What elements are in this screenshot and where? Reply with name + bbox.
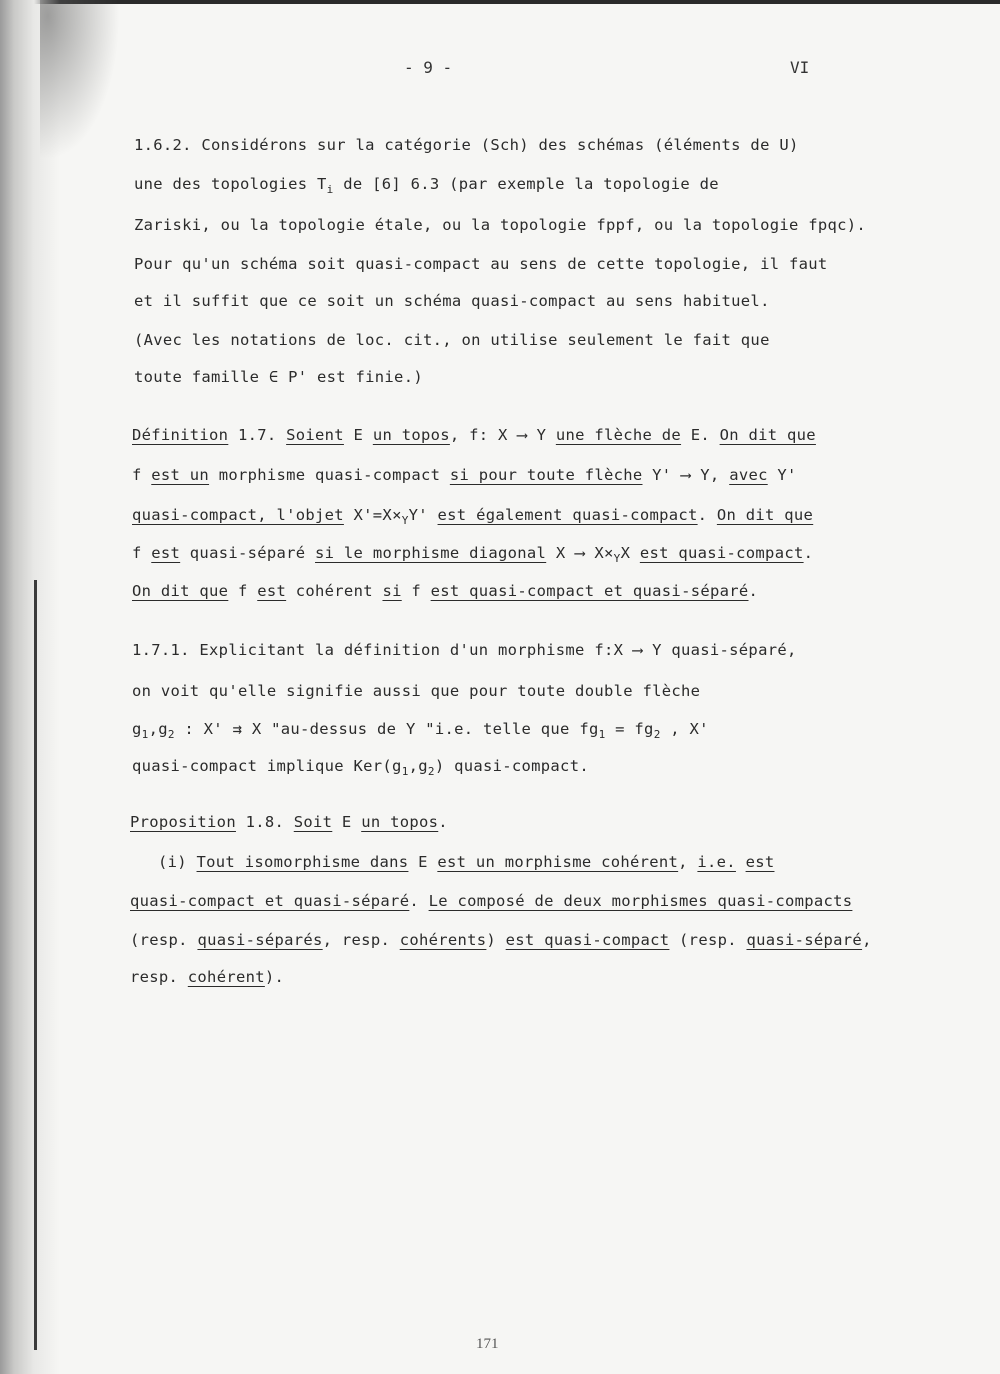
definition-1-7-line-2: f est un morphisme quasi-compact si pour toute flèche Y' ⟶ Y, avec Y' xyxy=(132,466,797,484)
definition-1-7-line-3: quasi-compact, l'objet $X'=X\times_YY'$ est également quasi-compact. On dit que xyxy=(132,506,814,528)
para-1-6-2-line-4: Pour qu'un schéma soit quasi-compact au sens de cette topologie, il faut xyxy=(134,255,828,273)
para-1-6-2-line-2: une des topologies $T_i$ de [6] 6.3 (par exemple la topologie de xyxy=(134,175,719,197)
page-number: 171 xyxy=(476,1336,499,1352)
scan-smudge xyxy=(40,0,120,160)
definition-1-7-line-4: f est quasi-séparé si le morphisme diagonal X ⟶ $X\times_YX$ est quasi-compact. xyxy=(132,544,814,566)
para-1-7-1-line-2: on voit qu'elle signifie aussi que pour toute double flèche xyxy=(132,682,701,700)
proposition-1-8-line-5: resp. cohérent). xyxy=(130,968,285,986)
scan-left-shadow xyxy=(0,0,60,1374)
para-1-7-1-line-4: quasi-compact implique $Ker(g_1,g_2)$ quasi-compact. xyxy=(132,757,589,779)
definition-1-7-line-1: Définition 1.7. Soient E un topos, f: X ⟶ Y une flèche de E. On dit que xyxy=(132,426,816,444)
para-1-6-2-line-3: Zariski, ou la topologie étale, ou la topologie fppf, ou la topologie fpqc). xyxy=(134,216,867,234)
proposition-1-8-line-1: Proposition 1.8. Soit E un topos. xyxy=(130,813,448,831)
page-marker: - 9 - xyxy=(404,58,453,77)
para-1-6-2-line-7: toute famille ∈ P' est finie.) xyxy=(134,368,423,386)
para-1-7-1-line-1: 1.7.1. Explicitant la définition d'un morphisme f:X ⟶ Y quasi-séparé, xyxy=(132,641,797,659)
scan-top-edge xyxy=(0,0,1000,4)
binding-edge xyxy=(34,580,37,1350)
definition-1-7-line-5: On dit que f est cohérent si f est quasi-compact et quasi-séparé. xyxy=(132,582,759,600)
para-1-6-2-line-6: (Avec les notations de loc. cit., on utilise seulement le fait que xyxy=(134,331,770,349)
chapter-number: VI xyxy=(790,58,810,77)
para-1-7-1-line-3: $g_1,g_2$ : X' ⇉ X "au-dessus de Y "i.e. telle que $fg_1 = fg_2$ , X' xyxy=(132,720,709,742)
proposition-1-8-line-2: (i) Tout isomorphisme dans E est un morphisme cohérent, i.e. est xyxy=(158,853,775,871)
proposition-1-8-line-3: quasi-compact et quasi-séparé. Le composé de deux morphismes quasi-compacts xyxy=(130,892,853,910)
para-1-6-2-line-5: et il suffit que ce soit un schéma quasi-compact au sens habituel. xyxy=(134,292,770,310)
para-1-6-2-line-1: 1.6.2. Considérons sur la catégorie (Sch) des schémas (éléments de U) xyxy=(134,136,799,154)
proposition-1-8-line-4: (resp. quasi-séparés, resp. cohérents) est quasi-compact (resp. quasi-séparé, xyxy=(130,931,872,949)
